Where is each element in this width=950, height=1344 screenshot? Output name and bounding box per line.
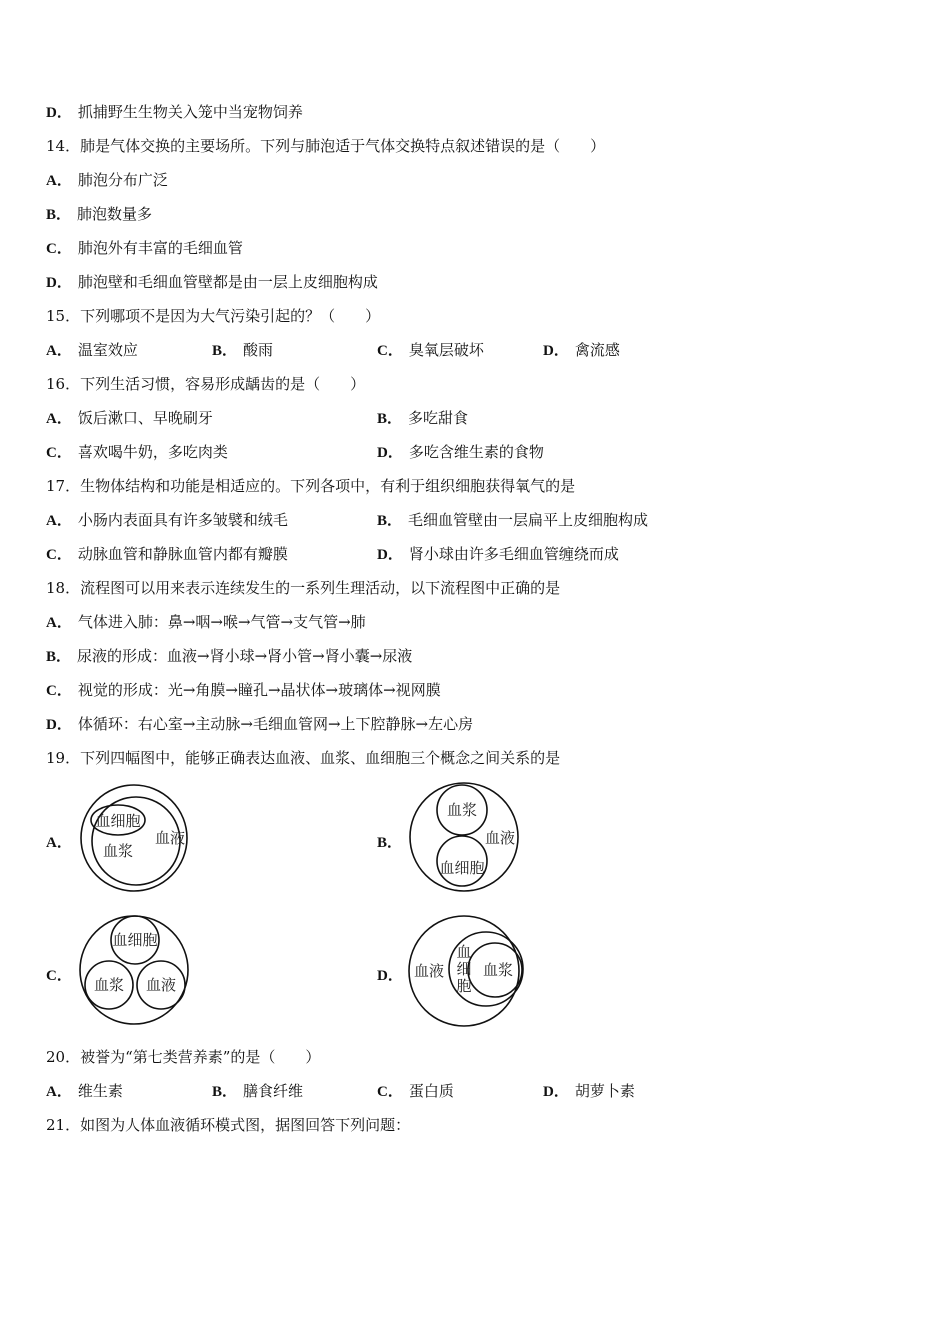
q17-option-d: D． 肾小球由许多毛细血管缠绕而成 — [377, 545, 619, 563]
q19c-blood-text: 血液 — [145, 976, 177, 994]
q18-option-c: C． 视觉的形成：光→角膜→瞳孔→晶状体→玻璃体→视网膜 — [46, 681, 441, 699]
q18-option-a: A． 气体进入肺：鼻→咽→喉→气管→支气管→肺 — [46, 613, 366, 631]
q14-option-a: A． 肺泡分布广泛 — [46, 171, 168, 189]
q14-option-b: B． 肺泡数量多 — [46, 205, 153, 223]
q15-option-a: A． 温室效应 — [46, 341, 138, 359]
q16-option-a: A． 饭后漱口、早晚刷牙 — [46, 409, 213, 427]
q18-option-d: D． 体循环：右心室→主动脉→毛细血管网→上下腔静脉→左心房 — [46, 715, 474, 733]
q19b-plasma-text: 血浆 — [446, 801, 478, 819]
q18-option-b: B． 尿液的形成：血液→肾小球→肾小管→肾小囊→尿液 — [46, 647, 413, 665]
q20-option-c: C． 蛋白质 — [377, 1082, 454, 1100]
q19d-cells-v3: 胞 — [456, 977, 472, 995]
q18-stem: 18．流程图可以用来表示连续发生的一系列生理活动，以下流程图中正确的是 — [46, 579, 561, 597]
q19-label-a: A． — [46, 835, 72, 851]
q14-option-d: D． 肺泡壁和毛细血管壁都是由一层上皮细胞构成 — [46, 273, 378, 291]
q19-stem: 19．下列四幅图中，能够正确表达血液、血浆、血细胞三个概念之间关系的是 — [46, 749, 561, 767]
q19a-cells-text: 血细胞 — [95, 812, 141, 830]
q15-option-d: D． 禽流感 — [543, 341, 620, 359]
q19c-cells-text: 血细胞 — [112, 931, 158, 949]
q19-label-b: B． — [377, 835, 403, 851]
q21-stem: 21．如图为人体血液循环模式图，据图回答下列问题： — [46, 1116, 411, 1134]
q14-option-c: C． 肺泡外有丰富的毛细血管 — [46, 239, 243, 257]
q19-diagram-d — [406, 914, 524, 1032]
q19-diagram-b — [406, 781, 522, 897]
q19-diagram-c — [78, 914, 192, 1030]
q20-option-b: B． 膳食纤维 — [212, 1082, 304, 1100]
q19-diagram-a — [78, 783, 192, 897]
q19-label-d: D． — [377, 968, 403, 984]
q19b-cells-text: 血细胞 — [439, 859, 485, 877]
q14-stem: 14．肺是气体交换的主要场所。下列与肺泡适于气体交换特点叙述错误的是（ ） — [46, 137, 606, 155]
q15-option-b: B． 酸雨 — [212, 341, 274, 359]
q17-option-a: A． 小肠内表面具有许多皱襞和绒毛 — [46, 511, 288, 529]
q19d-cells-v2: 细 — [456, 960, 472, 978]
q19a-plasma-text: 血浆 — [102, 842, 134, 860]
q15-stem: 15．下列哪项不是因为大气污染引起的？（ ） — [46, 307, 381, 325]
q19b-blood-text: 血液 — [484, 829, 516, 847]
q15-option-c: C． 臭氧层破坏 — [377, 341, 484, 359]
q20-option-a: A． 维生素 — [46, 1082, 123, 1100]
q20-stem: 20．被誉为“第七类营养素”的是（ ） — [46, 1048, 321, 1066]
q19d-cells-v1: 血 — [456, 943, 472, 961]
q17-stem: 17．生物体结构和功能是相适应的。下列各项中，有利于组织细胞获得氧气的是 — [46, 477, 576, 495]
q19c-plasma-text: 血浆 — [93, 976, 125, 994]
q16-stem: 16．下列生活习惯，容易形成龋齿的是（ ） — [46, 375, 366, 393]
q17-option-c: C． 动脉血管和静脉血管内都有瓣膜 — [46, 545, 288, 563]
q20-option-d: D． 胡萝卜素 — [543, 1082, 635, 1100]
q13-option-d: D． 抓捕野生生物关入笼中当宠物饲养 — [46, 103, 303, 121]
q16-option-d: D． 多吃含维生素的食物 — [377, 443, 544, 461]
q16-option-c: C． 喜欢喝牛奶，多吃肉类 — [46, 443, 228, 461]
q16-option-b: B． 多吃甜食 — [377, 409, 469, 427]
q17-option-b: B． 毛细血管壁由一层扁平上皮细胞构成 — [377, 511, 649, 529]
q19-label-c: C． — [46, 968, 72, 984]
q19d-plasma-text: 血浆 — [482, 961, 514, 979]
q19a-blood-text: 血液 — [154, 829, 186, 847]
q19d-blood-text: 血液 — [413, 962, 445, 980]
